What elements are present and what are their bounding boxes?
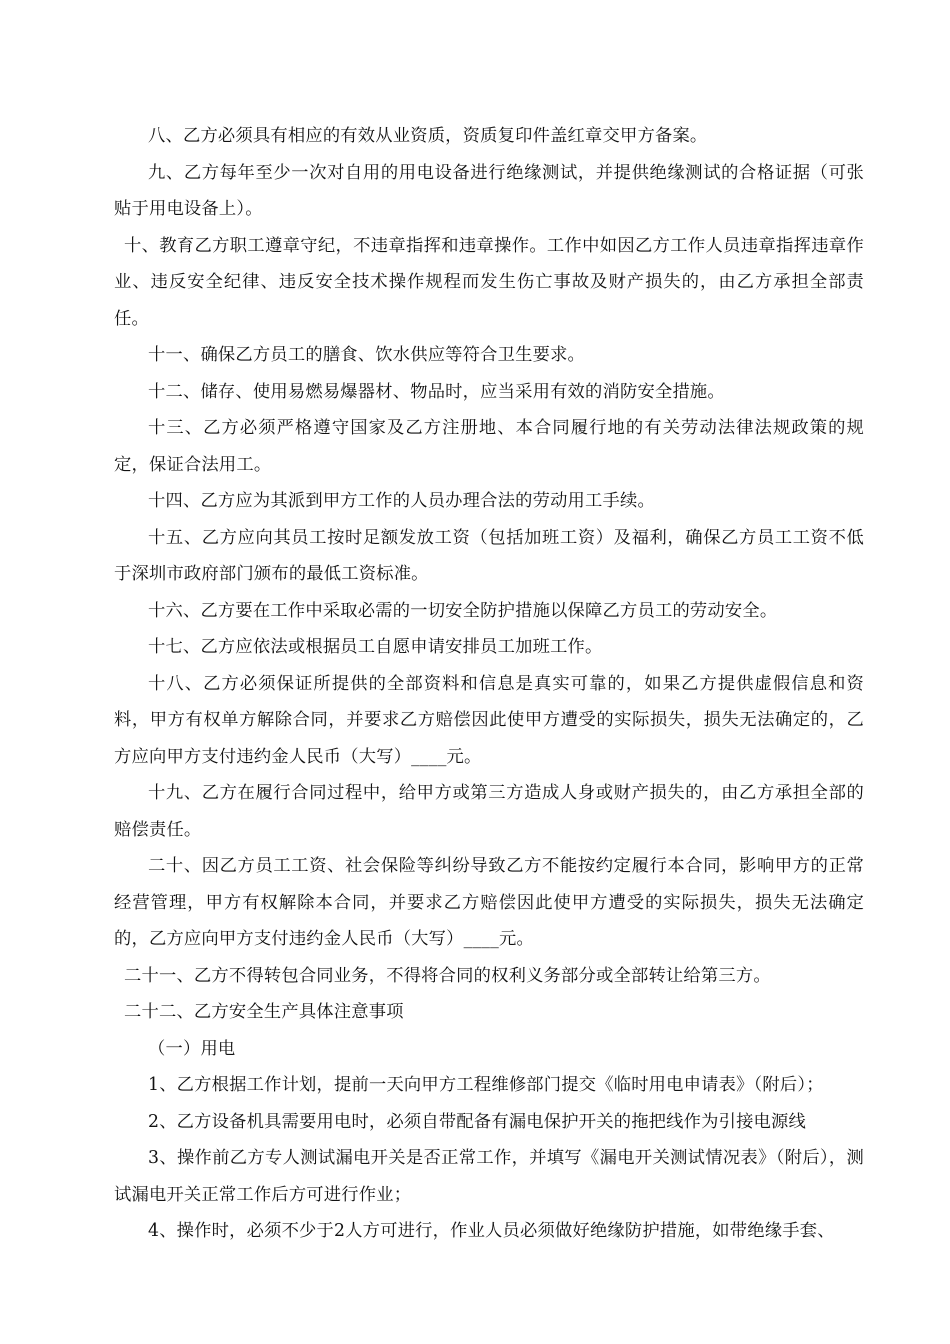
clause-16: 十六、乙方要在工作中采取必需的一切安全防护措施以保障乙方员工的劳动安全。 xyxy=(148,600,778,621)
electricity-item-2: 2、乙方设备机具需要用电时，必须自带配备有漏电保护开关的拖把线作为引接电源线 xyxy=(148,1111,807,1132)
clause-12: 十二、储存、使用易燃易爆器材、物品时，应当采用有效的消防安全措施。 xyxy=(148,381,725,402)
clause-17: 十七、乙方应依法或根据员工自愿申请安排员工加班工作。 xyxy=(148,637,603,657)
clause-22: 二十二、乙方安全生产具体注意事项 xyxy=(124,1002,404,1022)
clause-13: 十三、乙方必须严格遵守国家及乙方注册地、本合同履行地的有关劳动法律法规政策的规定，保证合法用工。 xyxy=(114,418,864,475)
clause-15: 十五、乙方应向其员工按时足额发放工资（包括加班工资）及福利，确保乙方员工工资不低于深圳市政府部门颁布的最低工资标准。 xyxy=(114,527,864,584)
clause-19: 十九、乙方在履行合同过程中，给甲方或第三方造成人身或财产损失的，由乙方承担全部的赔偿责任。 xyxy=(114,783,864,840)
electricity-item-1: 1、乙方根据工作计划，提前一天向甲方工程维修部门提交《临时用电申请表》（附后）； xyxy=(148,1075,824,1095)
clause-11: 十一、确保乙方员工的膳食、饮水供应等符合卫生要求。 xyxy=(148,345,586,365)
clause-20: 二十、因乙方员工工资、社会保险等纠纷导致乙方不能按约定履行本合同，影响甲方的正常经营管理，甲方有权解除本合同，并要求乙方赔偿因此使甲方遭受的实际损失，损失无法确定的，乙方应向甲方支付违约金人民币（大写）____元。 xyxy=(114,856,864,949)
clause-10: 十、教育乙方职工遵章守纪，不违章指挥和违章操作。工作中如因乙方工作人员违章指挥违章作业、违反安全纪律、违反安全技术操作规程而发生伤亡事故及财产损失的，由乙方承担全部责任。 xyxy=(114,235,864,329)
clause-21: 二十一、乙方不得转包合同业务，不得将合同的权利义务部分或全部转让给第三方。 xyxy=(124,965,771,986)
clause-8: 八、乙方必须具有相应的有效从业资质，资质复印件盖红章交甲方备案。 xyxy=(148,126,708,146)
clause-9: 九、乙方每年至少一次对自用的用电设备进行绝缘测试，并提供绝缘测试的合格证据（可张贴于用电设备上）。 xyxy=(114,162,864,219)
electricity-item-4: 4、操作时，必须不少于2人方可进行，作业人员必须做好绝缘防护措施，如带绝缘手套、 xyxy=(148,1221,835,1241)
electricity-item-3: 3、操作前乙方专人测试漏电开关是否正常工作，并填写《漏电开关测试情况表》（附后），测试漏电开关正常工作后方可进行作业； xyxy=(114,1148,864,1205)
clause-14: 十四、乙方应为其派到甲方工作的人员办理合法的劳动用工手续。 xyxy=(148,491,655,511)
document-body xyxy=(114,118,864,1250)
subsection-electricity: （一）用电 xyxy=(148,1038,236,1059)
clause-18: 十八、乙方必须保证所提供的全部资料和信息是真实可靠的，如果乙方提供虚假信息和资料，甲方有权单方解除合同，并要求乙方赔偿因此使甲方遭受的实际损失，损失无法确定的，乙方应向甲方支付违约金人民币（大写）____元。 xyxy=(114,673,864,767)
